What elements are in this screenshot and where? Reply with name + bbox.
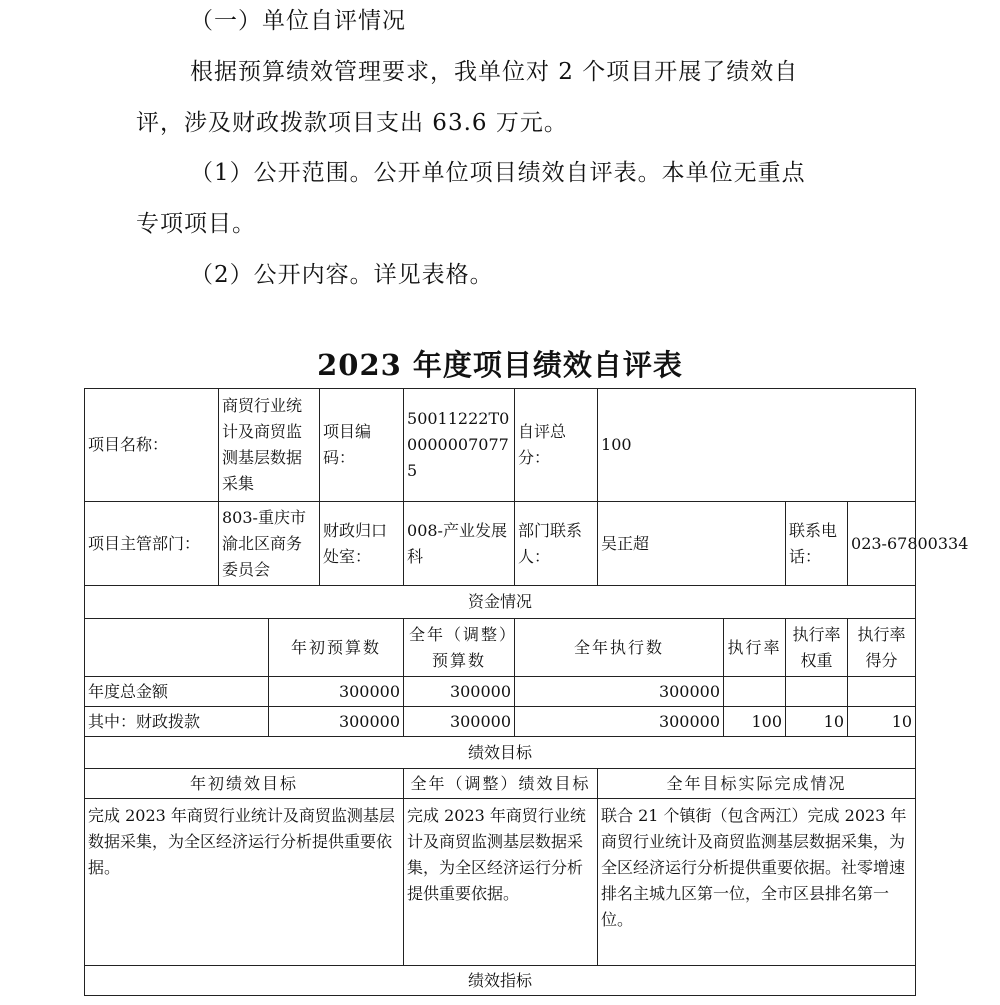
paragraph-2-line-1: （1）公开范围。公开单位项目绩效自评表。本单位无重点	[190, 160, 806, 186]
header-initial-budget: 年初预算数	[269, 619, 404, 677]
project-code-value: 50011222T000000070775	[404, 389, 515, 502]
funds-section-title: 资金情况	[85, 586, 916, 619]
adjusted-goal-text: 完成 2023 年商贸行业统计及商贸监测基层数据采集，为全区经济运行分析提供重要依据。	[404, 799, 598, 966]
project-name-label: 项目名称：	[85, 389, 219, 502]
section-heading: （一）单位自评情况	[190, 8, 406, 34]
header-executed: 全年执行数	[515, 619, 724, 677]
header-adjusted-budget: 全年（调整）预算数	[404, 619, 515, 677]
funds-cell-weight: 10	[786, 707, 848, 737]
info-row-1	[85, 389, 916, 502]
funds-cell-budget: 300000	[269, 707, 404, 737]
header-rate-score: 执行率得分	[848, 619, 916, 677]
paragraph-1-line-2: 评，涉及财政拨款项目支出 63.6 万元。	[136, 110, 568, 136]
actual-completion-text: 联合 21 个镇街（包含两江）完成 2023 年商贸行业统计及商贸监测基层数据采集，为全区经济运行分析提供重要依据。社零增速排名主城九区第一位，全市区县排名第一位。	[598, 799, 916, 966]
funds-cell-executed: 300000	[515, 707, 724, 737]
paragraph-3: （2）公开内容。详见表格。	[190, 262, 494, 288]
score-value: 100	[598, 389, 916, 502]
goals-section-title: 绩效目标	[85, 737, 916, 769]
indicators-section-row	[85, 966, 916, 996]
project-code-label: 项目编码：	[320, 389, 404, 502]
indicators-section-title: 绩效指标	[85, 966, 916, 996]
funds-cell-score: 10	[848, 707, 916, 737]
dept-label: 项目主管部门：	[85, 502, 219, 586]
contact-value: 吴正超	[598, 502, 786, 586]
funds-header-blank	[85, 619, 269, 677]
dept-value: 803-重庆市渝北区商务委员会	[219, 502, 320, 586]
paragraph-1-line-1: 根据预算绩效管理要求，我单位对 2 个项目开展了绩效自	[190, 59, 799, 85]
table-title: 2023 年度项目绩效自评表	[317, 348, 683, 382]
header-initial-goal: 年初绩效目标	[85, 769, 404, 799]
finance-office-value: 008-产业发展科	[404, 502, 515, 586]
goals-content-row	[85, 799, 916, 966]
funds-row-fiscal	[85, 707, 916, 737]
score-label: 自评总分：	[515, 389, 598, 502]
funds-cell-budget: 300000	[269, 677, 404, 707]
funds-row-total	[85, 677, 916, 707]
header-exec-rate: 执行率	[724, 619, 786, 677]
finance-office-label: 财政归口处室：	[320, 502, 404, 586]
funds-row-label: 其中：财政拨款	[85, 707, 269, 737]
funds-cell-rate: 100	[724, 707, 786, 737]
funds-row-label: 年度总金额	[85, 677, 269, 707]
funds-cell-executed: 300000	[515, 677, 724, 707]
header-actual-completion: 全年目标实际完成情况	[598, 769, 916, 799]
initial-goal-text: 完成 2023 年商贸行业统计及商贸监测基层数据采集，为全区经济运行分析提供重要依据。	[85, 799, 404, 966]
info-row-2	[85, 502, 916, 586]
funds-section-row	[85, 586, 916, 619]
phone-label: 联系电话：	[786, 502, 848, 586]
phone-value: 023-67800334	[848, 502, 916, 586]
funds-cell-rate	[724, 677, 786, 707]
goals-section-row	[85, 737, 916, 769]
project-name-value: 商贸行业统计及商贸监测基层数据采集	[219, 389, 320, 502]
contact-label: 部门联系人：	[515, 502, 598, 586]
funds-cell-weight	[786, 677, 848, 707]
header-rate-weight: 执行率权重	[786, 619, 848, 677]
paragraph-2-line-2: 专项项目。	[136, 211, 256, 237]
header-adjusted-goal: 全年（调整）绩效目标	[404, 769, 598, 799]
funds-cell-adjusted: 300000	[404, 677, 515, 707]
funds-cell-score	[848, 677, 916, 707]
funds-cell-adjusted: 300000	[404, 707, 515, 737]
goals-header-row	[85, 769, 916, 799]
funds-header-row	[85, 619, 916, 677]
self-evaluation-table	[84, 388, 969, 996]
